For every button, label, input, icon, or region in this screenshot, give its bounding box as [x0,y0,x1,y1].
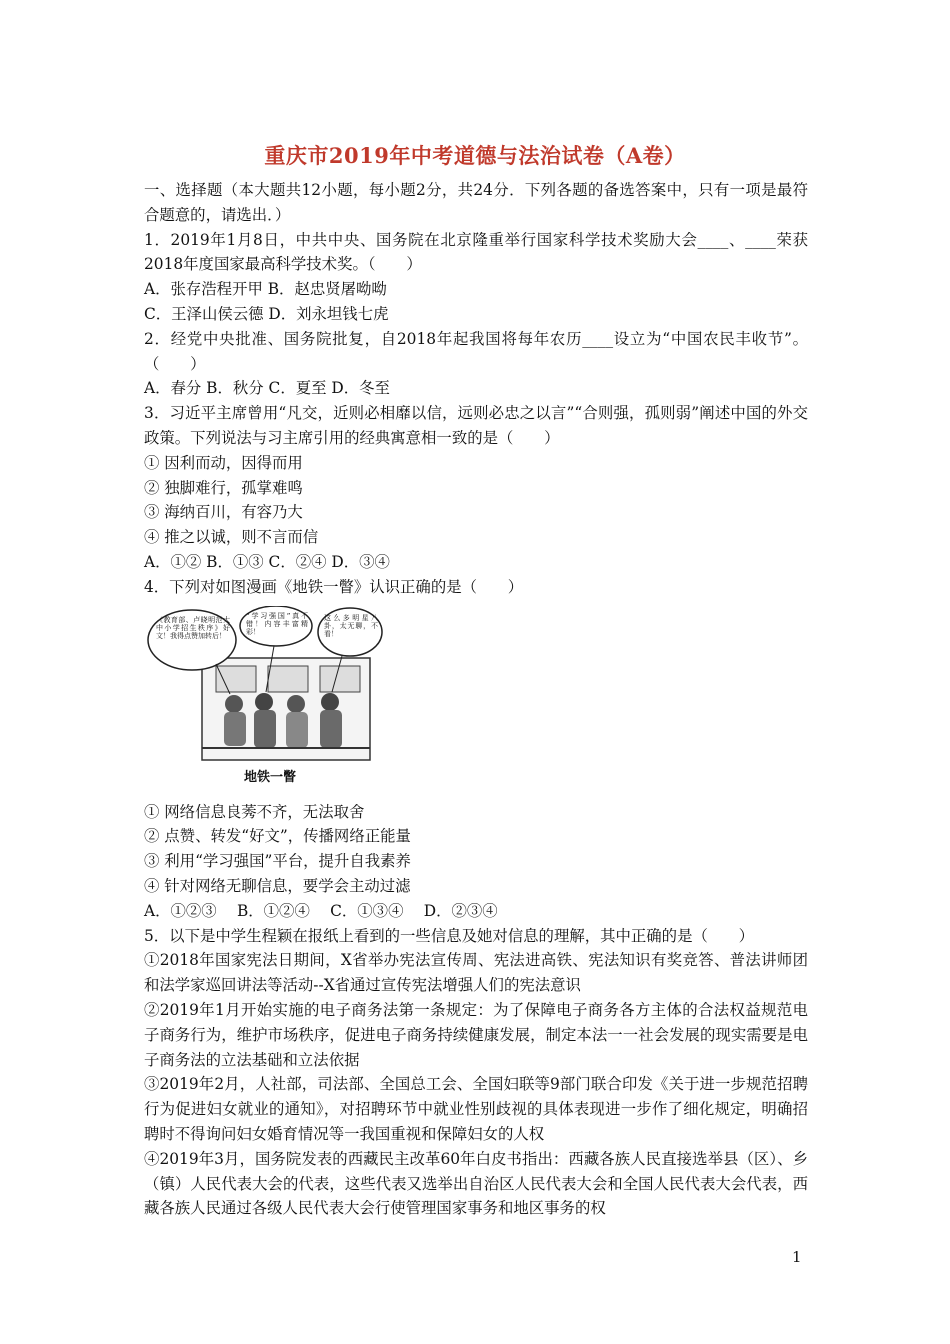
section-intro: 一、选择题（本大题共12小题，每小题2分，共24分．下列各题的备选答案中，只有一项是最符合题意的，请选出．） [144,181,808,224]
question-4-item: ① 网络信息良莠不齐，无法取舍 [144,802,365,821]
exam-title: 重庆市2019年中考道德与法治试卷（A卷） [264,143,686,168]
question-5-item: ③2019年2月，人社部，司法部、全国总工会、全国妇联等9部门联合印发《关于进一步规范招聘行为促进妇女就业的通知》，对招聘环节中就业性别歧视的具体表现进一步作了细化规定，明确招聘时不得询问妇女婚育情况等一我国重视和保障妇女的人权 [144,1075,808,1143]
question-4-item: ③ 利用“学习强国”平台，提升自我素养 [144,852,411,871]
question-2-stem: 2．经党中央批准、国务院批复，自2018年起我国将每年农历____设立为“中国农民丰收节”。（ ） [144,329,808,373]
question-5-item: ②2019年1月开始实施的电子商务法第一条规定：为了保障电子商务各方主体的合法权益规范电子商务行为，维护市场秩序，促进电子商务持续健康发展，制定本法一一社会发展的现实需要是电子商务法的立法基础和立法依据 [144,1000,808,1069]
cartoon-bubble-left: 《教育部、卢晓明范大中小学招生秩序》好文！我得点赞加转后！ [156,615,230,640]
question-4-options: A．①②③ B．①②④ C．①③④ D．②③④ [144,901,498,920]
question-4-item: ② 点赞、转发“好文”，传播网络正能量 [144,827,411,846]
question-3-stem: 3．习近平主席曾用“凡交，近则必相靡以信，远则必忠之以言”“合则强，孤则弱”阐述中国的外交政策。下列说法与习主席引用的经典寓意相一致的是（ ） [144,404,808,447]
question-3-item: ② 独脚难行，孤掌难鸣 [144,478,303,497]
question-1-stem: 1．2019年1月8日，中共中央、国务院在北京隆重举行国家科学技术奖励大会____、____荣获2018年度国家最高科学技术奖。（ ） [144,230,808,274]
exam-body [144,178,808,1221]
cartoon-drawing [146,606,386,766]
cartoon-bubble-middle: “学习强国”真不错！内容丰富精彩！ [246,611,308,636]
question-1-options-cd: C．王泽山侯云德 D．刘永坦钱七虎 [144,304,389,323]
question-3-options: A．①② B．①③ C．②④ D．③④ [144,552,390,571]
question-4-item: ④ 针对网络无聊信息，要学会主动过滤 [144,876,411,895]
question-3-item: ④ 推之以诚，则不言而信 [144,528,319,547]
page-number: 1 [792,1248,802,1266]
question-1-options-ab: A．张存浩程开甲 B．赵忠贤屠呦呦 [144,280,387,299]
question-2-options: A．春分 B．秋分 C．夏至 D．冬至 [144,379,390,398]
cartoon-bubble-right: 这么多明星八卦，太无聊，不看！ [324,613,378,638]
question-5-item: ④2019年3月，国务院发表的西藏民主改革60年白皮书指出：西藏各族人民直接选举县（区）、乡（镇）人民代表大会的代表，这些代表又选举出自治区人民代表大会和全国人民代表大会代表，西藏各族人民通过各级人民代表大会行使管理国家事务和地区事务的权 [144,1149,808,1218]
question-5-stem: 5．以下是中学生程颖在报纸上看到的一些信息及她对信息的理解，其中正确的是（ ） [144,926,755,945]
question-3-item: ① 因利而动，因得而用 [144,453,303,472]
cartoon-caption: 地铁一瞥 [244,769,297,785]
question-3-item: ③ 海纳百川，有容乃大 [144,503,303,522]
subway-cartoon [146,606,386,792]
question-5-item: ①2018年国家宪法日期间，X省举办宪法宣传周、宪法进高铁、宪法知识有奖竞答、普法讲师团和法学家巡回讲法等活动--X省通过宣传宪法增强人们的宪法意识 [144,951,808,995]
question-4-stem: 4．下列对如图漫画《地铁一瞥》认识正确的是（ ） [144,577,524,596]
